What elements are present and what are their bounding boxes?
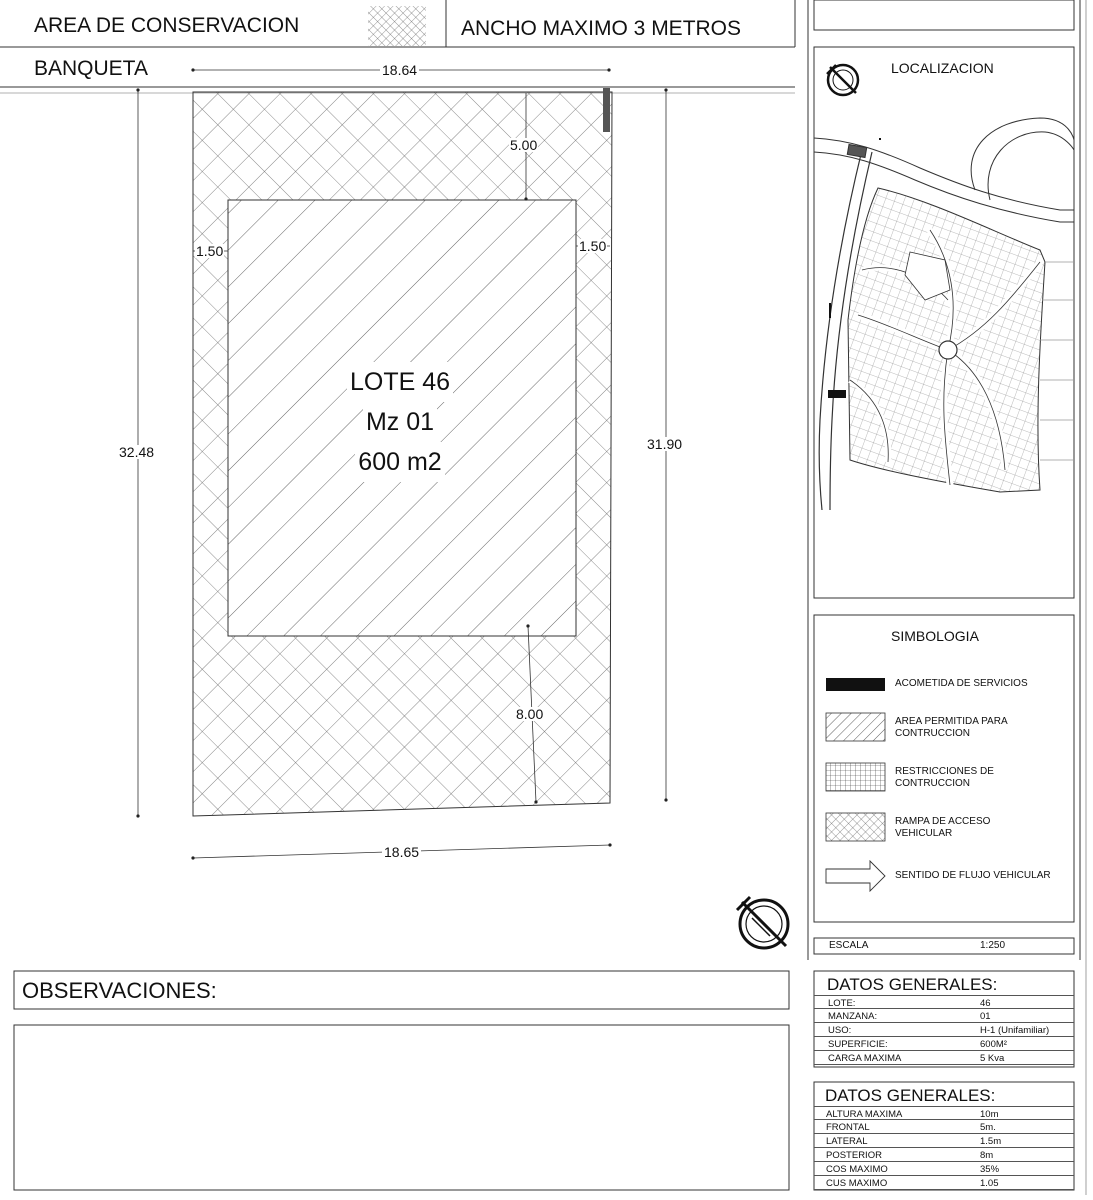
dim-left: 32.48 xyxy=(119,444,155,460)
general-data-title: DATOS GENERALES: xyxy=(827,975,998,994)
observations-title: OBSERVACIONES: xyxy=(22,978,217,1003)
lot-name: LOTE 46 xyxy=(347,362,453,402)
table-row: MANZANA: 01 xyxy=(814,1009,1074,1023)
scale-value: 1:250 xyxy=(980,940,1006,951)
location-title: LOCALIZACION xyxy=(891,60,994,76)
table-row: POSTERIOR 8m xyxy=(814,1148,1074,1162)
conservation-label: AREA DE CONSERVACION xyxy=(34,14,300,37)
table-row: ALTURA MAXIMA 10m xyxy=(814,1106,1074,1120)
table-row: CUS MAXIMO 1.05 xyxy=(814,1176,1074,1190)
dim-bottom: 18.65 xyxy=(384,844,420,860)
general-data-table-2 xyxy=(814,1082,1074,1190)
service-connection-mark xyxy=(603,88,610,132)
sidewalk-label: BANQUETA xyxy=(34,57,148,80)
legend-item-label: SENTIDO DE FLUJO VEHICULAR xyxy=(895,870,1051,881)
location-map xyxy=(814,118,1074,510)
legend-grid-hatch xyxy=(826,763,885,791)
setback-right: 1.50 xyxy=(579,238,607,254)
lot-area: 600 m2 xyxy=(355,442,444,482)
legend-item-label: RAMPA DE ACCESO VEHICULAR xyxy=(895,816,991,839)
table-row: LATERAL 1.5m xyxy=(814,1134,1074,1148)
setback-front: 5.00 xyxy=(510,137,538,153)
table-row: USO: H-1 (Unifamiliar) xyxy=(814,1023,1074,1037)
legend-cross-hatch xyxy=(826,813,885,841)
table-row: LOTE: 46 xyxy=(814,995,1074,1009)
legend-solid-bar xyxy=(826,678,885,691)
conservation-swatch xyxy=(368,6,426,46)
legend-diagonal-hatch xyxy=(826,713,885,741)
lot-block: Mz 01 xyxy=(363,402,437,442)
table-row: SUPERFICIE: 600M² xyxy=(814,1037,1074,1051)
legend-item-label: RESTRICCIONES DE CONTRUCCION xyxy=(895,766,994,789)
general-data-table-1 xyxy=(814,971,1074,1067)
observations-area xyxy=(15,1026,788,1189)
table-row: COS MAXIMO 35% xyxy=(814,1162,1074,1176)
setback-left: 1.50 xyxy=(196,243,224,259)
setback-rear: 8.00 xyxy=(516,706,544,722)
legend-arrow xyxy=(826,861,885,891)
legend-item-label: ACOMETIDA DE SERVICIOS xyxy=(895,678,1028,689)
legend-title: SIMBOLOGIA xyxy=(891,628,979,644)
dim-right: 31.90 xyxy=(647,436,683,452)
scale-label: ESCALA xyxy=(829,940,869,951)
north-arrow-icon xyxy=(737,897,788,948)
table-row: CARGA MAXIMA 5 Kva xyxy=(814,1051,1074,1065)
table-row: FRONTAL 5m. xyxy=(814,1120,1074,1134)
dim-top: 18.64 xyxy=(382,62,418,78)
lot-label-group xyxy=(330,362,470,482)
north-arrow-small-icon xyxy=(827,65,858,95)
general-data-title: DATOS GENERALES: xyxy=(825,1086,996,1105)
legend-item-label: AREA PERMITIDA PARA CONTRUCCION xyxy=(895,716,1008,739)
max-width-label: ANCHO MAXIMO 3 METROS xyxy=(461,17,742,40)
